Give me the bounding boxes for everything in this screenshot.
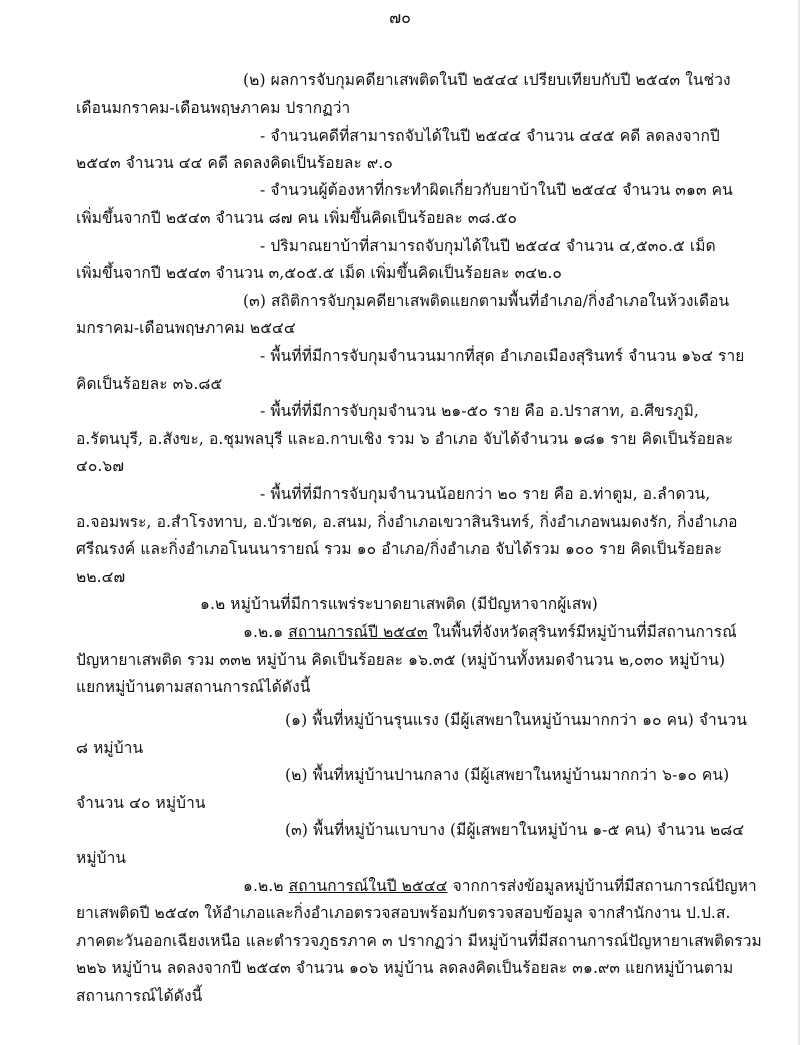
paragraph-line: ภาคตะวันออกเฉียงเหนือ และตำรวจภูธรภาค ๓ ปรากฏว่า มีหมู่บ้านที่มีสถานการณ์ปัญหายาเสพติดรวม <box>76 932 762 950</box>
paragraph-line: จำนวน ๔๐ หมู่บ้าน <box>76 794 206 812</box>
paragraph-line: คิดเป็นร้อยละ ๓๖.๘๕ <box>76 375 223 393</box>
bullet-line: - ปริมาณยาบ้าที่สามารถจับกุมได้ในปี ๒๕๔๔ จำนวน ๔,๕๓๐.๕ เม็ด <box>260 237 716 255</box>
bullet-line: - พื้นที่ที่มีการจับกุมจำนวนน้อยกว่า ๒๐ ราย คือ อ.ท่าตูม, อ.ลำดวน, <box>260 485 711 503</box>
paragraph-line: แยกหมู่บ้านตามสถานการณ์ได้ดังนี้ <box>76 678 311 696</box>
paragraph-3-heading: (๓) สถิติการจับกุมคดียาเสพติดแยกตามพื้นที่อำเภอ/กิ่งอำเภอในห้วงเดือน <box>243 292 730 310</box>
section-number: ๑.๒.๑ <box>243 623 289 641</box>
paragraph-line: ยาเสพติดปี ๒๕๔๓ ให้อำเภอและกิ่งอำเภอตรวจสอบพร้อมกับตรวจสอบข้อมูล จากสำนักงาน ป.ป.ส. <box>76 904 731 922</box>
bullet-line: - พื้นที่ที่มีการจับกุมจำนวน ๒๑-๕๐ ราย คือ อ.ปราสาท, อ.ศีขรภูมิ, <box>260 402 699 420</box>
paragraph-line: ๒๒.๔๗ <box>76 568 126 586</box>
list-item-3: (๓) พื้นที่หมู่บ้านเบาบาง (มีผู้เสพยาในหมู่บ้าน ๑-๕ คน) จำนวน ๒๘๔ <box>285 821 745 839</box>
paragraph-line: มกราคม-เดือนพฤษภาคม ๒๕๔๔ <box>76 319 296 337</box>
section-number: ๑.๒.๒ <box>243 877 289 895</box>
paragraph-line: ศรีณรงค์ และกิ่งอำเภอโนนนารายณ์ รวม ๑๐ อำเภอ/กิ่งอำเภอ จับได้รวม ๑๐๐ ราย คิดเป็นร้อยละ <box>76 540 723 558</box>
paragraph-line: เดือนมกราคม-เดือนพฤษภาคม ปรากฏว่า <box>76 99 351 117</box>
underlined-heading: สถานการณ์ในปี ๒๕๔๔ <box>288 877 448 895</box>
bullet-line: - พื้นที่ที่มีการจับกุมจำนวนมากที่สุด อำเภอเมืองสุรินทร์ จำนวน ๑๖๔ ราย <box>260 347 745 365</box>
page-number: ๗๐ <box>389 8 411 27</box>
underlined-heading: สถานการณ์ปี ๒๕๔๓ <box>288 623 428 641</box>
section-1-2-heading: ๑.๒ หมู่บ้านที่มีการแพร่ระบาดยาเสพติด (มีปัญหาจากผู้เสพ) <box>200 595 598 613</box>
list-item-2: (๒) พื้นที่หมู่บ้านปานกลาง (มีผู้เสพยาในหมู่บ้านมากกว่า ๖-๑๐ คน) <box>285 766 730 784</box>
heading-suffix: จากการส่งข้อมูลหมู่บ้านที่มีสถานการณ์ปัญหา <box>447 877 757 895</box>
paragraph-line: ๒๒๖ หมู่บ้าน ลดลงจากปี ๒๕๔๓ จำนวน ๑๐๖ หมู่บ้าน ลดลงคิดเป็นร้อยละ ๓๑.๙๓ แยกหมู่บ้านตาม <box>76 959 734 977</box>
paragraph-line: เพิ่มขึ้นจากปี ๒๕๔๓ จำนวน ๘๗ คน เพิ่มขึ้นคิดเป็นร้อยละ ๓๘.๕๐ <box>76 209 518 227</box>
list-item-1: (๑) พื้นที่หมู่บ้านรุนแรง (มีผู้เสพยาในหมู่บ้านมากกว่า ๑๐ คน) จำนวน <box>285 711 748 729</box>
bullet-line: - จำนวนผู้ต้องหาที่กระทำผิดเกี่ยวกับยาบ้าในปี ๒๕๔๔ จำนวน ๓๑๓ คน <box>260 181 733 199</box>
paragraph-line: อ.จอมพระ, อ.สำโรงทาบ, อ.บัวเชด, อ.สนม, กิ่งอำเภอเขวาสินรินทร์, กิ่งอำเภอพนมดงรัก, กิ่งอำเภอ <box>76 513 738 531</box>
bullet-line: - จำนวนคดีที่สามารถจับได้ในปี ๒๕๔๔ จำนวน ๔๔๕ คดี ลดลงจากปี <box>260 127 720 145</box>
paragraph-line: ปัญหายาเสพติด รวม ๓๓๒ หมู่บ้าน คิดเป็นร้อยละ ๑๖.๓๕ (หมู่บ้านทั้งหมดจำนวน ๒,๐๓๐ หมู่บ้าน) <box>76 651 726 669</box>
section-1-2-2-heading <box>243 876 757 896</box>
paragraph-line: ๘ หมู่บ้าน <box>76 739 144 757</box>
paragraph-line: ๔๐.๖๗ <box>76 457 125 475</box>
paragraph-2-heading: (๒) ผลการจับกุมคดียาเสพติดในปี ๒๕๔๔ เปรียบเทียบกับปี ๒๕๔๓ ในช่วง <box>243 71 731 89</box>
paragraph-line: อ.รัตนบุรี, อ.สังขะ, อ.ชุมพลบุรี และอ.กาบเชิง รวม ๖ อำเภอ จับได้จำนวน ๑๘๑ ราย คิดเป็นร้อยละ <box>76 430 734 448</box>
paragraph-line: หมู่บ้าน <box>76 849 127 867</box>
paragraph-line: เพิ่มขึ้นจากปี ๒๕๔๓ จำนวน ๓,๕๐๕.๕ เม็ด เพิ่มขึ้นคิดเป็นร้อยละ ๓๔๒.๐ <box>76 264 562 282</box>
paragraph-line: ๒๕๔๓ จำนวน ๔๔ คดี ลดลงคิดเป็นร้อยละ ๙.๐ <box>76 154 393 172</box>
paragraph-line: สถานการณ์ได้ดังนี้ <box>76 987 203 1005</box>
heading-suffix: ในพื้นที่จังหวัดสุรินทร์มีหมู่บ้านที่มีสถานการณ์ <box>427 623 737 641</box>
section-1-2-1-heading <box>243 622 737 642</box>
